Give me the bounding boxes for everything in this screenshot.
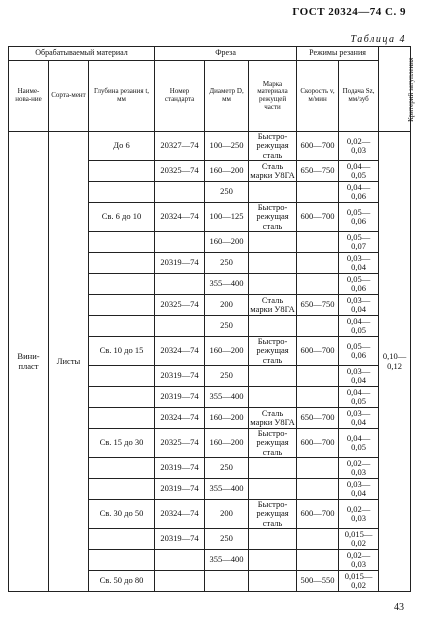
- cell-diam: 250: [205, 458, 249, 479]
- cell-cut-mat: [249, 458, 297, 479]
- cell-depth: [89, 316, 155, 337]
- cell-depth: [89, 274, 155, 295]
- cell-cut-mat: Быстро-режущая сталь: [249, 337, 297, 366]
- cell-feed: 0,04— 0,06: [339, 182, 379, 203]
- cell-depth: [89, 550, 155, 571]
- cell-diam: 160—200: [205, 232, 249, 253]
- cell-cut-mat: Сталь марки У8ГА: [250, 160, 295, 181]
- cell-speed: [297, 387, 339, 408]
- cell-cut-mat: [249, 571, 297, 592]
- cell-depth: [89, 182, 155, 203]
- material-name: Вини-пласт: [9, 132, 49, 592]
- cell-feed: 0,05— 0,06: [339, 274, 379, 295]
- cell-std: 20324—74: [155, 500, 205, 529]
- cell-cut-mat: [249, 366, 297, 387]
- cell-std: [155, 182, 205, 203]
- cell-depth: [89, 458, 155, 479]
- cell-std: 20319—74: [155, 387, 205, 408]
- cell-speed: [297, 274, 339, 295]
- cell-cut-mat: [249, 253, 297, 274]
- cell-speed: 650—700: [297, 408, 339, 429]
- cell-diam: 250: [205, 366, 249, 387]
- cell-std: [155, 571, 205, 592]
- cell-feed: 0,02— 0,03: [339, 132, 379, 161]
- cell-speed: 500—550: [297, 571, 339, 592]
- cell-diam: 160—200: [205, 337, 249, 366]
- cell-cut-mat: [249, 274, 297, 295]
- cell-feed: 0,03— 0,04: [339, 295, 379, 316]
- cell-diam: 250: [205, 529, 249, 550]
- group-mill: Фреза: [155, 47, 297, 61]
- cell-depth: До 6: [89, 132, 155, 161]
- cell-feed: 0,05— 0,06: [339, 203, 379, 232]
- cell-cut-mat: [249, 479, 297, 500]
- cell-std: 20324—74: [155, 408, 205, 429]
- cell-speed: 650—750: [297, 161, 339, 182]
- cell-std: 20319—74: [155, 458, 205, 479]
- cell-feed: 0,03— 0,04: [339, 253, 379, 274]
- cell-depth: [89, 295, 155, 316]
- col-grade: Сорта-мент: [49, 61, 89, 132]
- cell-feed: 0,03— 0,04: [339, 408, 379, 429]
- cell-speed: [297, 316, 339, 337]
- cell-cut-mat: Сталь марки У8ГА: [250, 407, 295, 428]
- cell-std: [155, 274, 205, 295]
- cell-std: 20324—74: [155, 203, 205, 232]
- cell-std: 20319—74: [155, 366, 205, 387]
- cell-diam: 160—200: [205, 161, 249, 182]
- cell-depth: [89, 366, 155, 387]
- cell-cut-mat: [249, 529, 297, 550]
- cell-feed: 0,04— 0,05: [339, 387, 379, 408]
- cell-speed: 600—700: [297, 429, 339, 458]
- cell-depth: [89, 479, 155, 500]
- cell-depth: [89, 253, 155, 274]
- cell-diam: 355—400: [205, 479, 249, 500]
- cell-cut-mat: Быстро-режущая сталь: [249, 429, 297, 458]
- cell-speed: [297, 458, 339, 479]
- table-label: Таблица 4: [350, 34, 406, 45]
- cell-depth: Св. 6 до 10: [89, 203, 155, 232]
- col-std: Номер стандарта: [155, 61, 205, 132]
- cell-depth: [89, 232, 155, 253]
- group-modes: Режимы резания: [297, 47, 379, 61]
- cell-speed: [297, 253, 339, 274]
- cell-diam: [205, 571, 249, 592]
- cell-std: 20319—74: [155, 479, 205, 500]
- cell-speed: [297, 232, 339, 253]
- cell-std: [155, 232, 205, 253]
- col-name: Наиме-нова-ние: [9, 61, 49, 132]
- cell-feed: 0,015— 0,02: [339, 571, 379, 592]
- cell-std: 20319—74: [155, 529, 205, 550]
- cell-feed: 0,05— 0,06: [339, 337, 379, 366]
- cell-diam: 355—400: [205, 387, 249, 408]
- cell-diam: 355—400: [205, 550, 249, 571]
- cell-diam: 100—250: [205, 132, 249, 161]
- cell-feed: 0,04— 0,05: [339, 161, 379, 182]
- col-speed: Скорость v, м/мин: [297, 61, 339, 132]
- col-cut-mat: Марка материала режущей части: [249, 61, 297, 132]
- cell-speed: [297, 366, 339, 387]
- cell-feed: 0,015— 0,02: [339, 529, 379, 550]
- cell-diam: 200: [205, 295, 249, 316]
- cell-speed: 600—700: [297, 337, 339, 366]
- material-rough: 0,10— 0,12: [379, 132, 411, 592]
- cell-feed: 0,02— 0,03: [339, 500, 379, 529]
- cell-std: 20324—74: [155, 337, 205, 366]
- cell-speed: [297, 479, 339, 500]
- cell-cut-mat: [249, 550, 297, 571]
- cell-depth: Св. 30 до 50: [89, 500, 155, 529]
- cell-depth: [89, 529, 155, 550]
- cell-cut-mat: Быстро-режущая сталь: [249, 203, 297, 232]
- cell-depth: Св. 50 до 80: [89, 571, 155, 592]
- cell-feed: 0,04— 0,05: [339, 316, 379, 337]
- cell-diam: 160—200: [205, 408, 249, 429]
- cell-feed: 0,03— 0,04: [339, 479, 379, 500]
- cell-cut-mat: [249, 316, 297, 337]
- cell-depth: [89, 387, 155, 408]
- cell-speed: [297, 550, 339, 571]
- cell-cut-mat: Быстро-режущая сталь: [249, 500, 297, 529]
- cell-feed: 0,04— 0,05: [339, 429, 379, 458]
- cell-cut-mat: [249, 387, 297, 408]
- cell-depth: Св. 10 до 15: [89, 337, 155, 366]
- cell-diam: 250: [205, 253, 249, 274]
- material-grade: Листы: [49, 132, 89, 592]
- col-rough: Критерий затупления: [379, 47, 411, 132]
- cell-cut-mat: Сталь марки У8ГА: [250, 294, 295, 315]
- cell-std: [155, 550, 205, 571]
- cell-depth: [89, 408, 155, 429]
- cell-diam: 100—125: [205, 203, 249, 232]
- cell-diam: 250: [205, 182, 249, 203]
- cell-speed: 600—700: [297, 203, 339, 232]
- cell-std: 20325—74: [155, 161, 205, 182]
- cell-std: [155, 316, 205, 337]
- cell-diam: 200: [205, 500, 249, 529]
- cell-feed: 0,03— 0,04: [339, 366, 379, 387]
- cell-cut-mat: [249, 182, 297, 203]
- cell-std: 20325—74: [155, 429, 205, 458]
- cell-depth: Св. 15 до 30: [89, 429, 155, 458]
- cell-feed: 0,05— 0,07: [339, 232, 379, 253]
- cell-std: 20325—74: [155, 295, 205, 316]
- cell-depth: [89, 161, 155, 182]
- cell-feed: 0,02— 0,03: [339, 458, 379, 479]
- cell-speed: 600—700: [297, 132, 339, 161]
- cell-diam: 250: [205, 316, 249, 337]
- cell-speed: [297, 182, 339, 203]
- cell-std: 20327—74: [155, 132, 205, 161]
- cutting-modes-table: [8, 46, 416, 592]
- group-material: Обрабатываемый материал: [9, 47, 155, 61]
- page-header: ГОСТ 20324—74 С. 9: [292, 6, 406, 18]
- cell-speed: 600—700: [297, 500, 339, 529]
- cell-std: 20319—74: [155, 253, 205, 274]
- col-depth: Глубина резания t, мм: [89, 61, 155, 132]
- col-diam: Диаметр D, мм: [205, 61, 249, 132]
- cell-cut-mat: Быстро-режущая сталь: [249, 132, 297, 161]
- cell-feed: 0,02— 0,03: [339, 550, 379, 571]
- cell-diam: 355—400: [205, 274, 249, 295]
- col-feed: Подача Sz, мм/зуб: [339, 61, 379, 132]
- page-number: 43: [394, 602, 404, 613]
- cell-speed: [297, 529, 339, 550]
- cell-diam: 160—200: [205, 429, 249, 458]
- cell-speed: 650—750: [297, 295, 339, 316]
- cell-cut-mat: [249, 232, 297, 253]
- table-row: [9, 132, 411, 161]
